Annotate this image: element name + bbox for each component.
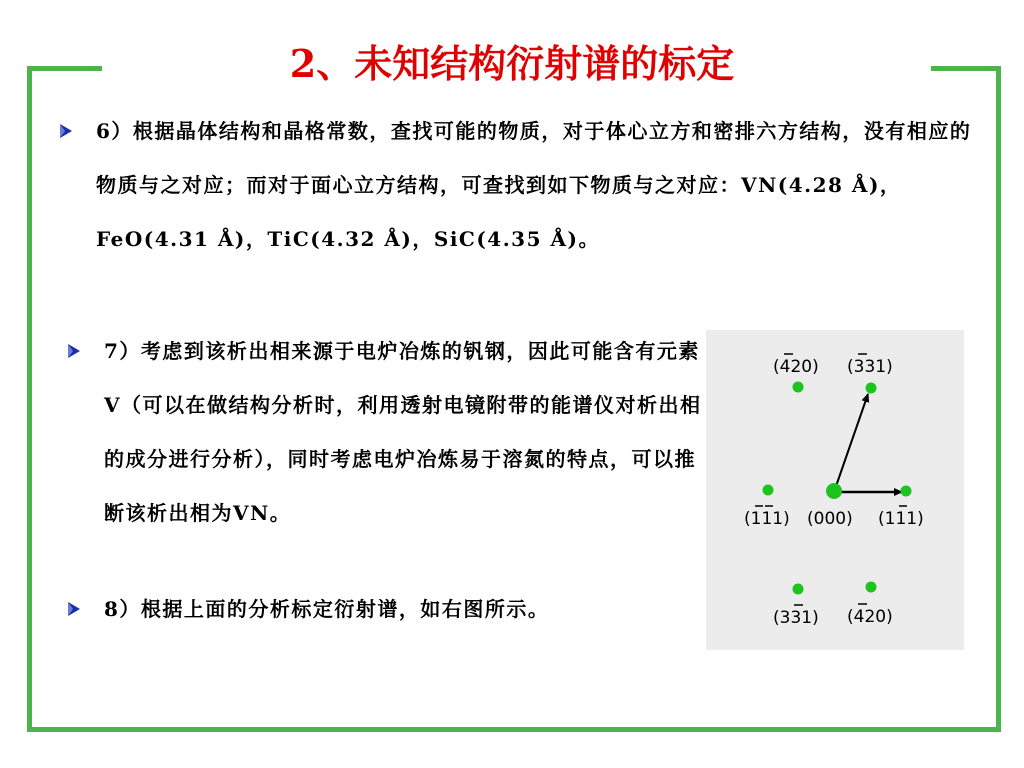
vector-arrow-to-331 <box>834 394 868 492</box>
bullet-item-8 <box>66 582 726 632</box>
diffraction-pattern-svg <box>706 330 964 650</box>
page-title: 2、未知结构衍射谱的标定 <box>289 41 735 86</box>
bullet-item-6 <box>58 104 976 324</box>
label-111-left: (111) <box>744 509 790 529</box>
label-331-top: (331) <box>847 357 893 377</box>
bullet-item-7 <box>66 324 706 574</box>
label-420-bottom: (420) <box>847 607 893 627</box>
arrow-bullet-icon <box>66 324 82 362</box>
spot-000-center <box>826 483 842 499</box>
label-111-right: (111) <box>878 509 924 529</box>
spot-111-right <box>901 486 912 497</box>
spot-420-top <box>793 382 804 393</box>
spot-331-top <box>866 383 877 394</box>
spot-331-bottom <box>793 584 804 595</box>
label-331-bottom: (331) <box>773 608 819 628</box>
spot-111-left <box>763 485 774 496</box>
bullet-text-7: 7）考虑到该析出相来源于电炉冶炼的钒钢，因此可能含有元素V（可以在做结构分析时，利用透射电镜附带的能谱仪对析出相的成分进行分析），同时考虑电炉冶炼易于溶氮的特点，可以推断该析出相为VN。 <box>104 339 702 525</box>
arrow-bullet-icon <box>58 104 74 142</box>
arrow-bullet-icon <box>66 582 82 620</box>
diffraction-pattern-figure <box>706 330 964 650</box>
label-420-top: (420) <box>773 357 819 377</box>
spot-420-bottom <box>866 582 877 593</box>
label-000: (000) <box>807 509 853 529</box>
bullet-text-6: 6）根据晶体结构和晶格常数，查找可能的物质，对于体心立方和密排六方结构，没有相应的物质与之对应；而对于面心立方结构，可查找到如下物质与之对应：VN(4.28 Å)，FeO(4.31 Å)，TiC(4.32 Å)，SiC(4.35 Å)。 <box>96 119 972 251</box>
bullet-text-8: 8）根据上面的分析标定衍射谱，如右图所示。 <box>104 597 550 621</box>
